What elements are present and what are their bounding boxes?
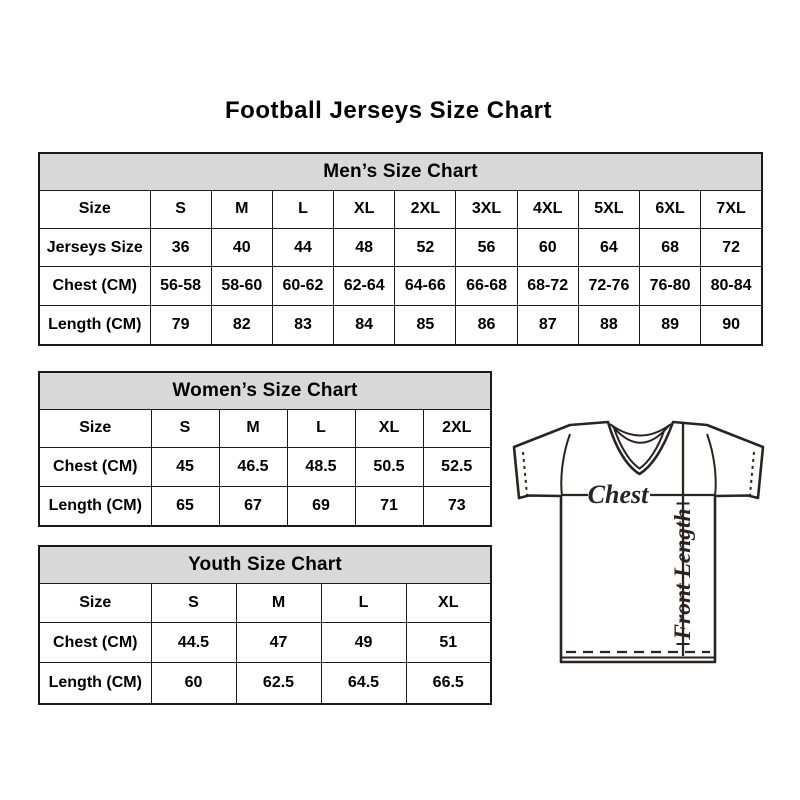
size-header-cell: 2XL xyxy=(395,190,456,228)
table-row xyxy=(39,486,491,526)
table-row xyxy=(39,267,762,305)
mens-table-grid xyxy=(38,152,763,346)
data-cell: 73 xyxy=(423,486,491,526)
table-title: Women’s Size Chart xyxy=(39,372,491,409)
data-cell: 79 xyxy=(150,305,211,345)
data-cell: 60 xyxy=(517,228,578,266)
size-header-cell: M xyxy=(219,409,287,448)
data-cell: 86 xyxy=(456,305,517,345)
table-title: Men’s Size Chart xyxy=(39,153,762,190)
data-cell: 72-76 xyxy=(578,267,639,305)
data-cell: 62.5 xyxy=(236,663,321,704)
size-header-cell: 3XL xyxy=(456,190,517,228)
data-cell: 80-84 xyxy=(701,267,762,305)
data-cell: 68-72 xyxy=(517,267,578,305)
row-label-header-cell: Size xyxy=(39,583,151,623)
data-cell: 84 xyxy=(334,305,395,345)
row-label-cell: Chest (CM) xyxy=(39,267,150,305)
size-header-cell: L xyxy=(272,190,333,228)
table-row xyxy=(39,305,762,345)
data-cell: 60-62 xyxy=(272,267,333,305)
data-cell: 64-66 xyxy=(395,267,456,305)
data-cell: 88 xyxy=(578,305,639,345)
data-cell: 48 xyxy=(334,228,395,266)
data-cell: 50.5 xyxy=(355,448,423,487)
data-cell: 62-64 xyxy=(334,267,395,305)
size-header-cell: L xyxy=(287,409,355,448)
data-cell: 56 xyxy=(456,228,517,266)
page-title: Football Jerseys Size Chart xyxy=(225,97,552,124)
data-cell: 44.5 xyxy=(151,623,236,663)
data-cell: 68 xyxy=(640,228,701,266)
row-label-cell: Length (CM) xyxy=(39,663,151,704)
size-header-cell: 4XL xyxy=(517,190,578,228)
data-cell: 89 xyxy=(640,305,701,345)
data-cell: 44 xyxy=(272,228,333,266)
data-cell: 51 xyxy=(406,623,491,663)
table-row xyxy=(39,228,762,266)
size-header-cell: 6XL xyxy=(640,190,701,228)
data-cell: 36 xyxy=(150,228,211,266)
table-row xyxy=(39,448,491,487)
size-header-cell: 7XL xyxy=(701,190,762,228)
row-label-cell: Length (CM) xyxy=(39,486,151,526)
row-label-cell: Chest (CM) xyxy=(39,448,151,487)
data-cell: 56-58 xyxy=(150,267,211,305)
size-header-cell: 2XL xyxy=(423,409,491,448)
column-header-row xyxy=(39,583,491,623)
size-header-cell: 5XL xyxy=(578,190,639,228)
youth-table-grid xyxy=(38,545,492,705)
chest-label: Chest xyxy=(587,480,649,509)
size-header-cell: S xyxy=(150,190,211,228)
jersey-outline xyxy=(514,422,763,662)
row-label-cell: Length (CM) xyxy=(39,305,150,345)
data-cell: 52.5 xyxy=(423,448,491,487)
mens-size-table xyxy=(38,152,763,346)
table-title-row xyxy=(39,546,491,583)
size-header-cell: L xyxy=(321,583,406,623)
table-title-row xyxy=(39,153,762,190)
data-cell: 71 xyxy=(355,486,423,526)
womens-size-table xyxy=(38,371,492,527)
data-cell: 85 xyxy=(395,305,456,345)
data-cell: 49 xyxy=(321,623,406,663)
data-cell: 45 xyxy=(151,448,219,487)
data-cell: 82 xyxy=(211,305,272,345)
data-cell: 69 xyxy=(287,486,355,526)
table-title-row xyxy=(39,372,491,409)
womens-table-grid xyxy=(38,371,492,527)
size-header-cell: S xyxy=(151,409,219,448)
front-length-label: Front Length xyxy=(670,508,696,640)
data-cell: 64 xyxy=(578,228,639,266)
data-cell: 47 xyxy=(236,623,321,663)
data-cell: 40 xyxy=(211,228,272,266)
data-cell: 60 xyxy=(151,663,236,704)
data-cell: 90 xyxy=(701,305,762,345)
size-header-cell: XL xyxy=(355,409,423,448)
data-cell: 66-68 xyxy=(456,267,517,305)
table-row xyxy=(39,663,491,704)
data-cell: 64.5 xyxy=(321,663,406,704)
size-header-cell: XL xyxy=(334,190,395,228)
row-label-header-cell: Size xyxy=(39,409,151,448)
data-cell: 58-60 xyxy=(211,267,272,305)
data-cell: 87 xyxy=(517,305,578,345)
jersey-measurement-diagram xyxy=(500,410,775,675)
column-header-row xyxy=(39,190,762,228)
data-cell: 65 xyxy=(151,486,219,526)
data-cell: 66.5 xyxy=(406,663,491,704)
column-header-row xyxy=(39,409,491,448)
row-label-header-cell: Size xyxy=(39,190,150,228)
data-cell: 52 xyxy=(395,228,456,266)
table-title: Youth Size Chart xyxy=(39,546,491,583)
data-cell: 46.5 xyxy=(219,448,287,487)
row-label-cell: Jerseys Size xyxy=(39,228,150,266)
data-cell: 83 xyxy=(272,305,333,345)
size-header-cell: M xyxy=(236,583,321,623)
size-header-cell: XL xyxy=(406,583,491,623)
data-cell: 67 xyxy=(219,486,287,526)
data-cell: 76-80 xyxy=(640,267,701,305)
row-label-cell: Chest (CM) xyxy=(39,623,151,663)
data-cell: 72 xyxy=(701,228,762,266)
table-row xyxy=(39,623,491,663)
size-header-cell: S xyxy=(151,583,236,623)
youth-size-table xyxy=(38,545,492,705)
data-cell: 48.5 xyxy=(287,448,355,487)
size-header-cell: M xyxy=(211,190,272,228)
